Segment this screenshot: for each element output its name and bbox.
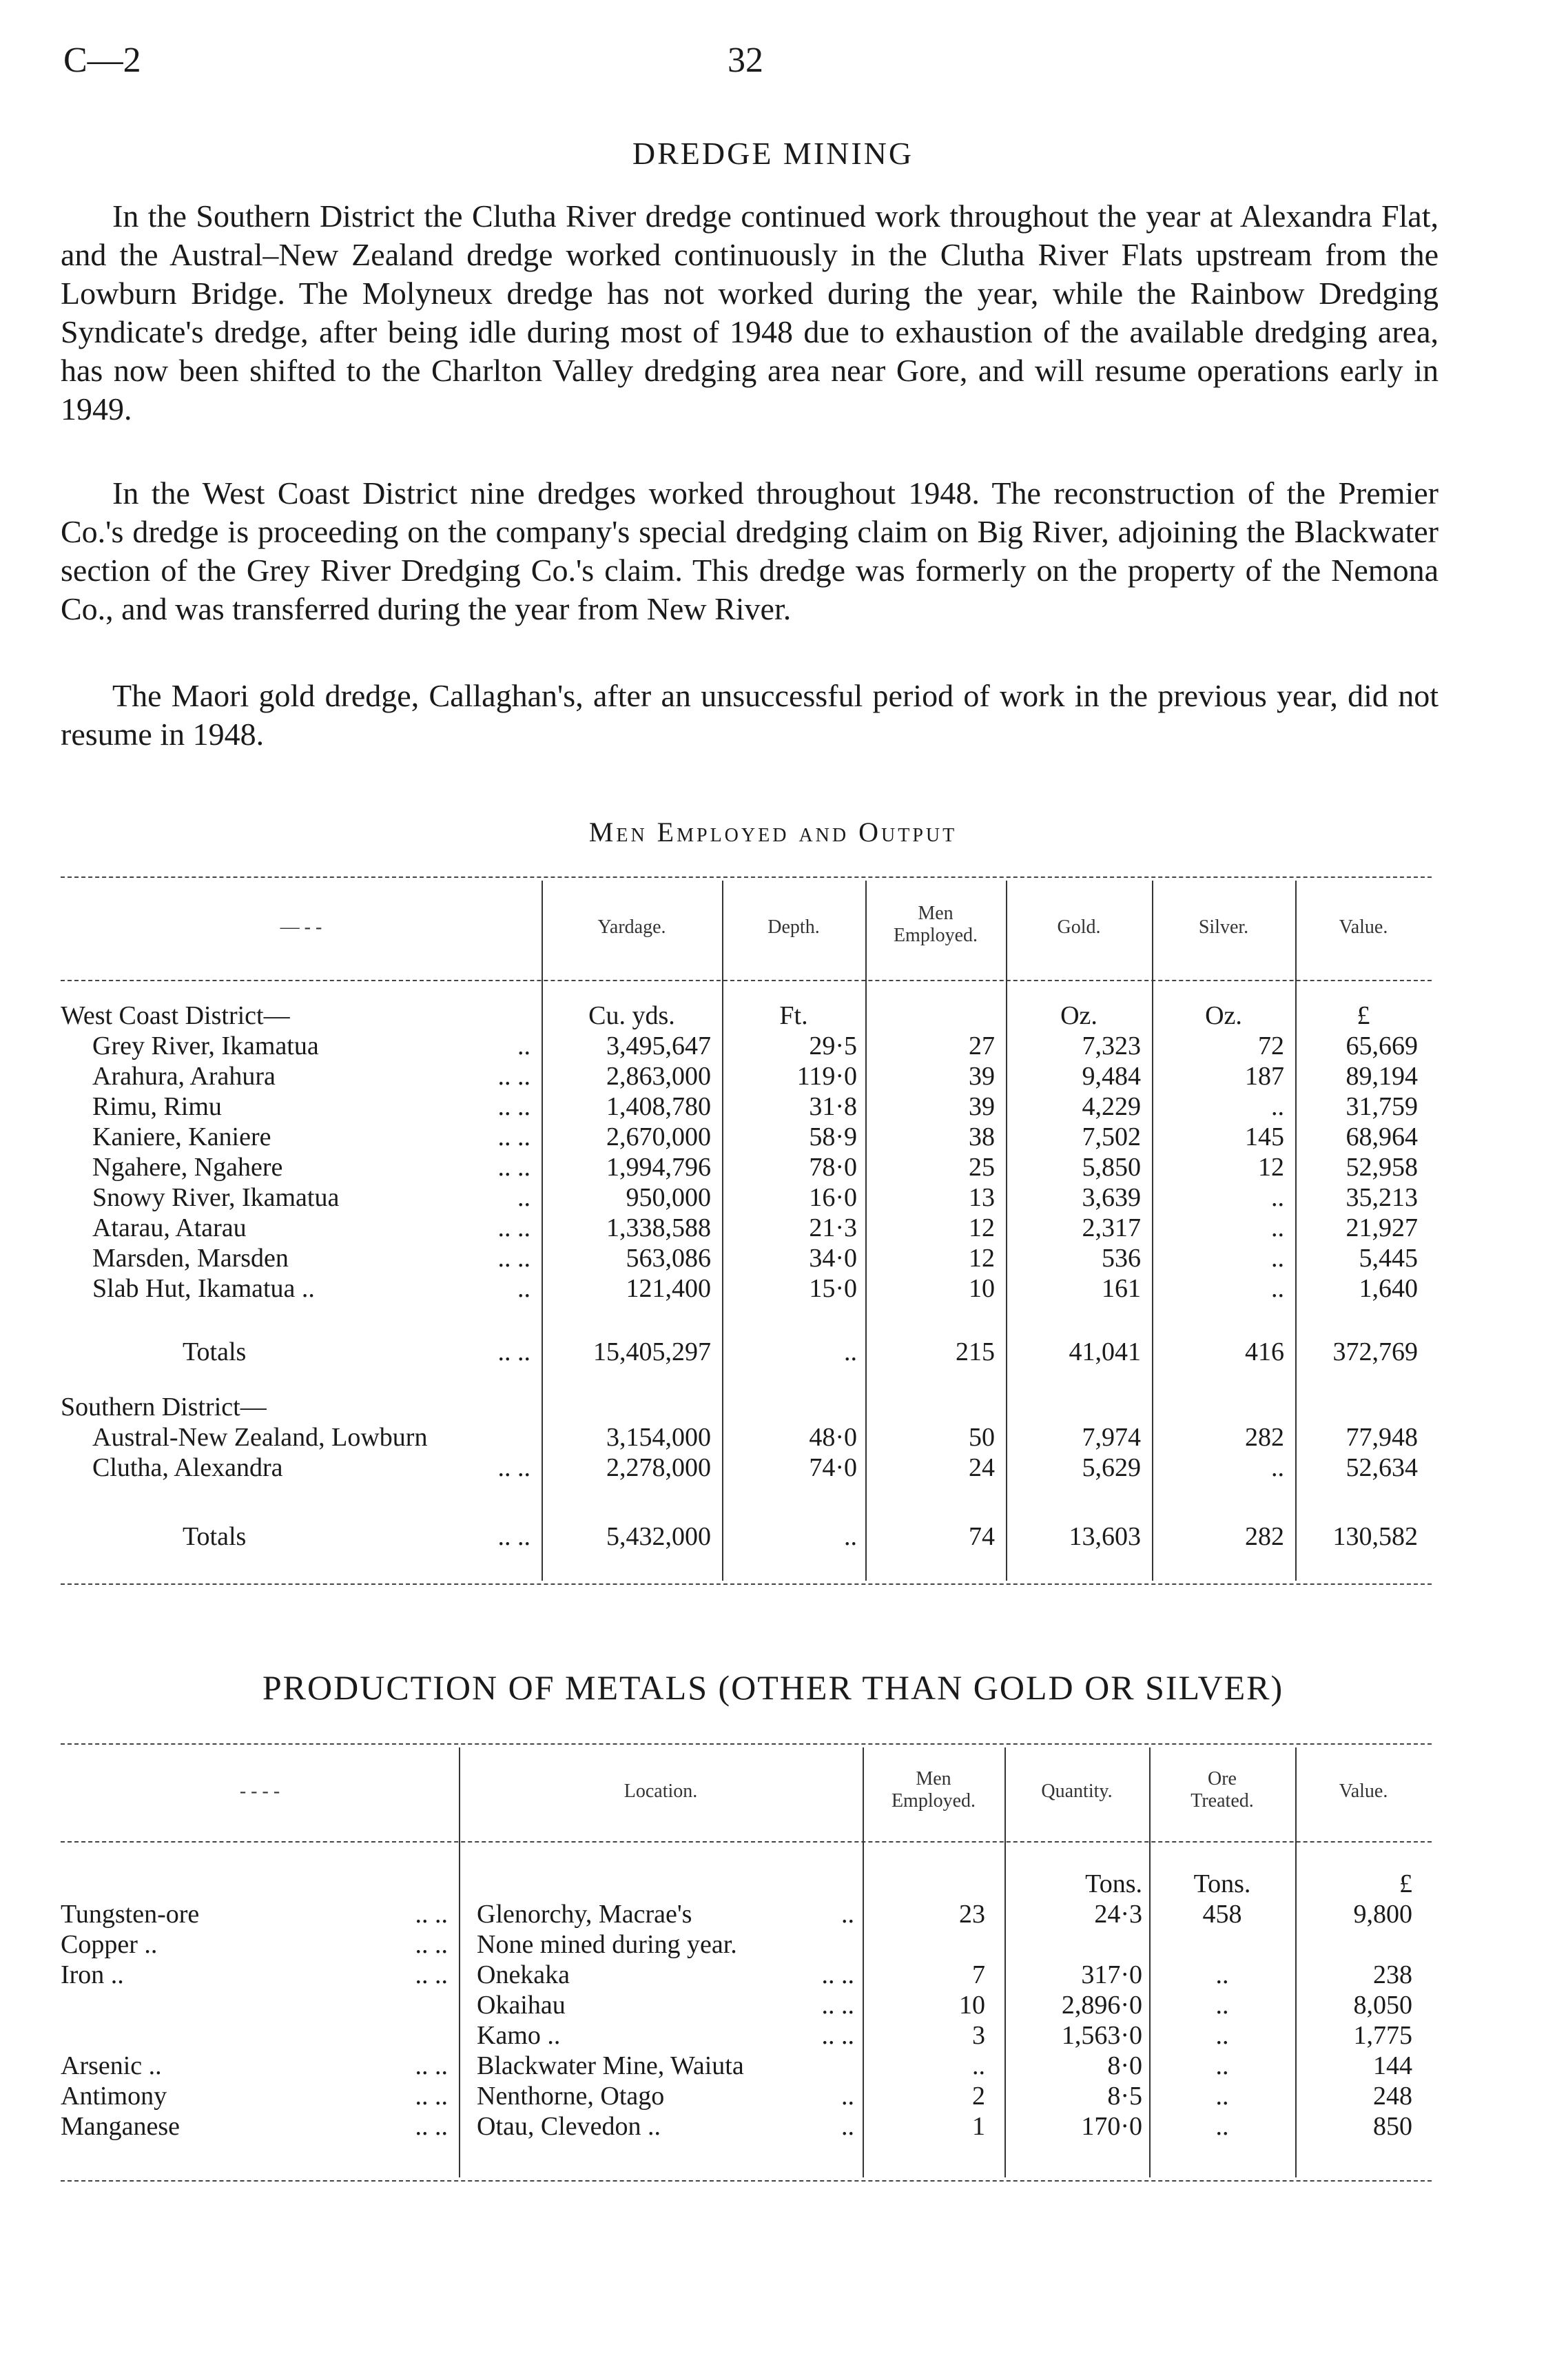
depth-value: ..: [844, 1337, 857, 1366]
dredge-name: Snowy River, Ikamatua: [92, 1183, 340, 1212]
value-value: 21,927: [1346, 1213, 1418, 1242]
quantity-value: 1,563·0: [1061, 2021, 1142, 2050]
yardage-value: 1,994,796: [606, 1153, 711, 1182]
value-value: 31,759: [1346, 1092, 1418, 1121]
yardage-value: 563,086: [626, 1244, 711, 1273]
header-men-line1: Men: [916, 1768, 951, 1789]
men-value: 50: [969, 1423, 995, 1452]
depth-value: 48·0: [809, 1423, 857, 1452]
header-ore-line1: Ore: [1208, 1768, 1237, 1789]
men-value: 3: [972, 2021, 985, 2050]
metal-name: Tungsten-ore: [61, 1900, 200, 1929]
depth-value: 74·0: [809, 1453, 857, 1482]
header-blank: — - -: [280, 916, 322, 938]
metal-name: Manganese: [61, 2112, 181, 2141]
west-coast-heading: West Coast District—: [61, 1001, 290, 1030]
yardage-value: 5,432,000: [606, 1522, 711, 1551]
ore-treated-value: 458: [1202, 1900, 1242, 1929]
men-value: 39: [969, 1092, 995, 1121]
ore-treated-value: ..: [1215, 2051, 1229, 2080]
gold-value: 7,323: [1082, 1032, 1141, 1060]
metal-name: Copper ..: [61, 1930, 158, 1959]
header-value: Value.: [1339, 1781, 1388, 1802]
gold-value: 5,629: [1082, 1453, 1141, 1482]
quantity-value: 170·0: [1081, 2112, 1142, 2141]
leader-dots: .. ..: [415, 1900, 448, 1929]
gold-value: 2,317: [1082, 1213, 1141, 1242]
gold-value: 13,603: [1069, 1522, 1141, 1551]
gold-value: 5,850: [1082, 1153, 1141, 1182]
leader-dots: ..: [841, 1900, 854, 1929]
unit-yardage: Cu. yds.: [588, 1001, 675, 1030]
table-rule-header: [61, 1841, 1432, 1843]
header-yardage: Yardage.: [597, 916, 666, 938]
leader-dots: .. ..: [821, 2021, 854, 2050]
value-value: 68,964: [1346, 1122, 1418, 1151]
depth-value: 15·0: [809, 1274, 857, 1303]
silver-value: ..: [1271, 1092, 1284, 1121]
dredge-name: Slab Hut, Ikamatua ..: [92, 1274, 315, 1303]
quantity-value: 8·5: [1107, 2082, 1142, 2111]
ore-treated-value: ..: [1215, 2021, 1229, 2050]
table-rule-top: [61, 876, 1432, 878]
leader-dots: ..: [517, 1274, 530, 1303]
value-value: 248: [1373, 2082, 1412, 2111]
table-rule-bottom: [61, 2180, 1432, 2182]
men-value: 23: [959, 1900, 985, 1929]
header-depth: Depth.: [767, 916, 820, 938]
quantity-value: 8·0: [1107, 2051, 1142, 2080]
paragraph-southern: In the Southern District the Clutha River dredge continued work throughout the year at Alexandra Flat, and the Austral–New Zealand dredge worked continuously in the Clutha River Flats upstream from the Lowburn Bridge. The Molyneux dredge has not worked during the year, while the Rainbow Dredging Syndicate's dredge, after being idle during most of 1948 due to exhaustion of the available dredging area, has now been shifted to the Charlton Valley dredging area near Gore, and will resume operations early in 1949.: [61, 198, 1439, 427]
location-name: Kamo ..: [477, 2021, 561, 2050]
unit-gold: Oz.: [1060, 1001, 1097, 1030]
yardage-value: 3,154,000: [606, 1423, 711, 1452]
leader-dots: .. ..: [415, 2112, 448, 2141]
unit-quantity: Tons.: [1085, 1869, 1142, 1898]
dredge-name: Arahura, Arahura: [92, 1062, 276, 1091]
location-name: Blackwater Mine, Waiuta: [477, 2051, 744, 2080]
leader-dots: .. ..: [497, 1092, 530, 1121]
leader-dots: .. ..: [415, 1930, 448, 1959]
quantity-value: 24·3: [1094, 1900, 1142, 1929]
silver-value: ..: [1271, 1183, 1284, 1212]
table-rule-bottom: [61, 1583, 1432, 1585]
dredge-name: Clutha, Alexandra: [92, 1453, 283, 1482]
leader-dots: ..: [841, 2112, 854, 2141]
men-value: 38: [969, 1122, 995, 1151]
ore-treated-value: ..: [1215, 1960, 1229, 1989]
silver-value: 187: [1245, 1062, 1284, 1091]
header-men-line2: Employed.: [891, 1790, 976, 1812]
yardage-value: 3,495,647: [606, 1032, 711, 1060]
depth-value: 58·9: [809, 1122, 857, 1151]
leader-dots: .. ..: [415, 1960, 448, 1989]
gold-value: 9,484: [1082, 1062, 1141, 1091]
leader-dots: .. ..: [497, 1337, 530, 1366]
leader-dots: .. ..: [415, 2051, 448, 2080]
unit-ore: Tons.: [1193, 1869, 1251, 1898]
metal-name: Iron ..: [61, 1960, 124, 1989]
document-code: C—2: [63, 41, 141, 80]
leader-dots: .. ..: [497, 1213, 530, 1242]
location-name: Nenthorne, Otago: [477, 2082, 665, 2111]
depth-value: 29·5: [809, 1032, 857, 1060]
silver-value: 282: [1245, 1423, 1284, 1452]
quantity-value: 2,896·0: [1061, 1991, 1142, 2020]
metal-name: Arsenic ..: [61, 2051, 162, 2080]
value-value: 89,194: [1346, 1062, 1418, 1091]
men-value: 215: [956, 1337, 995, 1366]
silver-value: ..: [1271, 1274, 1284, 1303]
leader-dots: ..: [517, 1183, 530, 1212]
men-value: 12: [969, 1213, 995, 1242]
silver-value: ..: [1271, 1213, 1284, 1242]
paragraph-maori: The Maori gold dredge, Callaghan's, after an unsuccessful period of work in the previous year, did not resume in 1948.: [61, 678, 1439, 752]
silver-value: ..: [1271, 1453, 1284, 1482]
depth-value: 21·3: [809, 1213, 857, 1242]
yardage-value: 2,863,000: [606, 1062, 711, 1091]
value-value: 1,775: [1353, 2021, 1412, 2050]
leader-dots: .. ..: [821, 1960, 854, 1989]
silver-value: ..: [1271, 1244, 1284, 1273]
header-men-employed: [863, 1768, 1004, 1812]
value-value: 65,669: [1346, 1032, 1418, 1060]
header-value: Value.: [1339, 916, 1388, 938]
value-value: 35,213: [1346, 1183, 1418, 1212]
silver-value: 72: [1258, 1032, 1284, 1060]
col-divider: [459, 1747, 460, 2177]
leader-dots: .. ..: [497, 1522, 530, 1551]
totals-label: Totals: [183, 1337, 247, 1366]
value-value: 52,634: [1346, 1453, 1418, 1482]
totals-label: Totals: [183, 1522, 247, 1551]
men-value: 7: [972, 1960, 985, 1989]
depth-value: 78·0: [809, 1153, 857, 1182]
header-quantity: Quantity.: [1041, 1781, 1113, 1802]
leader-dots: .. ..: [497, 1062, 530, 1091]
men-value: 25: [969, 1153, 995, 1182]
depth-value: 16·0: [809, 1183, 857, 1212]
southern-heading: Southern District—: [61, 1393, 267, 1422]
header-men-employed: [865, 903, 1006, 947]
value-value: 52,958: [1346, 1153, 1418, 1182]
value-value: 850: [1373, 2112, 1412, 2141]
men-value: ..: [972, 2051, 985, 2080]
value-value: 144: [1373, 2051, 1412, 2080]
silver-value: 282: [1245, 1522, 1284, 1551]
page-number: 32: [728, 41, 763, 80]
men-value: 10: [969, 1274, 995, 1303]
men-value: 13: [969, 1183, 995, 1212]
leader-dots: .. ..: [497, 1122, 530, 1151]
dredge-name: Marsden, Marsden: [92, 1244, 289, 1273]
dredge-name: Atarau, Atarau: [92, 1213, 247, 1242]
value-value: 9,800: [1353, 1900, 1412, 1929]
gold-value: 536: [1102, 1244, 1141, 1273]
quantity-value: 317·0: [1081, 1960, 1142, 1989]
value-value: 130,582: [1332, 1522, 1418, 1551]
yardage-value: 121,400: [626, 1274, 711, 1303]
table-caption-men-employed: Men Employed and Output: [588, 817, 958, 848]
leader-dots: ..: [841, 2082, 854, 2111]
unit-silver: Oz.: [1205, 1001, 1242, 1030]
unit-value: £: [1399, 1869, 1412, 1898]
location-name: Glenorchy, Macrae's: [477, 1900, 692, 1929]
table-rule-header: [61, 980, 1432, 981]
silver-value: 416: [1245, 1337, 1284, 1366]
value-value: 1,640: [1359, 1274, 1418, 1303]
men-value: 24: [969, 1453, 995, 1482]
unit-value: £: [1357, 1001, 1370, 1030]
table-rule-top: [61, 1743, 1432, 1745]
value-value: 77,948: [1346, 1423, 1418, 1452]
gold-value: 3,639: [1082, 1183, 1141, 1212]
dredge-name: Ngahere, Ngahere: [92, 1153, 283, 1182]
men-value: 2: [972, 2082, 985, 2111]
value-value: 238: [1373, 1960, 1412, 1989]
gold-value: 41,041: [1069, 1337, 1141, 1366]
unit-depth: Ft.: [779, 1001, 808, 1030]
value-value: 8,050: [1353, 1991, 1412, 2020]
silver-value: 12: [1258, 1153, 1284, 1182]
ore-treated-value: ..: [1215, 2082, 1229, 2111]
location-name: Otau, Clevedon ..: [477, 2112, 661, 2141]
header-men-line2: Employed.: [893, 925, 978, 946]
section-title-production-of-metals: PRODUCTION OF METALS (OTHER THAN GOLD OR SILVER): [262, 1668, 1284, 1707]
header-blank: - - - -: [239, 1781, 280, 1802]
paragraph-west-coast: In the West Coast District nine dredges worked throughout 1948. The reconstruction of the Premier Co.'s dredge is proceeding on the company's special dredging claim on Big River, adjoining the Blackwater section of the Grey River Dredging Co.'s claim. This dredge was formerly on the property of the Nemona Co., and was transferred during the year from New River.: [61, 475, 1439, 626]
dredge-name: Rimu, Rimu: [92, 1092, 222, 1121]
gold-value: 7,502: [1082, 1122, 1141, 1151]
depth-value: 34·0: [809, 1244, 857, 1273]
leader-dots: .. ..: [415, 2082, 448, 2111]
gold-value: 161: [1102, 1274, 1141, 1303]
header-silver: Silver.: [1198, 916, 1249, 938]
location-name: Onekaka: [477, 1960, 570, 1989]
leader-dots: ..: [517, 1032, 530, 1060]
header-men-line1: Men: [918, 903, 954, 924]
ore-treated-value: ..: [1215, 1991, 1229, 2020]
men-value: 39: [969, 1062, 995, 1091]
silver-value: 145: [1245, 1122, 1284, 1151]
yardage-value: 1,338,588: [606, 1213, 711, 1242]
location-name: None mined during year.: [477, 1930, 737, 1959]
men-value: 27: [969, 1032, 995, 1060]
leader-dots: .. ..: [497, 1153, 530, 1182]
yardage-value: 950,000: [626, 1183, 711, 1212]
dredge-name: Grey River, Ikamatua: [92, 1032, 319, 1060]
men-value: 12: [969, 1244, 995, 1273]
men-value: 1: [972, 2112, 985, 2141]
header-ore-line2: Treated.: [1191, 1790, 1254, 1812]
leader-dots: .. ..: [497, 1244, 530, 1273]
depth-value: ..: [844, 1522, 857, 1551]
men-value: 10: [959, 1991, 985, 2020]
dredge-name: Austral-New Zealand, Lowburn: [92, 1423, 428, 1452]
yardage-value: 2,278,000: [606, 1453, 711, 1482]
metal-name: Antimony: [61, 2082, 167, 2111]
depth-value: 119·0: [796, 1062, 857, 1091]
yardage-value: 2,670,000: [606, 1122, 711, 1151]
location-name: Okaihau: [477, 1991, 566, 2020]
leader-dots: .. ..: [497, 1453, 530, 1482]
gold-value: 7,974: [1082, 1423, 1141, 1452]
depth-value: 31·8: [809, 1092, 857, 1121]
men-value: 74: [969, 1522, 995, 1551]
ore-treated-value: ..: [1215, 2112, 1229, 2141]
leader-dots: .. ..: [821, 1991, 854, 2020]
header-ore-treated: [1149, 1768, 1295, 1812]
value-value: 372,769: [1332, 1337, 1418, 1366]
dredge-name: Kaniere, Kaniere: [92, 1122, 271, 1151]
section-title-dredge-mining: DREDGE MINING: [632, 136, 914, 171]
header-location: Location.: [623, 1781, 698, 1802]
header-gold: Gold.: [1057, 916, 1101, 938]
gold-value: 4,229: [1082, 1092, 1141, 1121]
yardage-value: 1,408,780: [606, 1092, 711, 1121]
value-value: 5,445: [1359, 1244, 1418, 1273]
yardage-value: 15,405,297: [593, 1337, 711, 1366]
